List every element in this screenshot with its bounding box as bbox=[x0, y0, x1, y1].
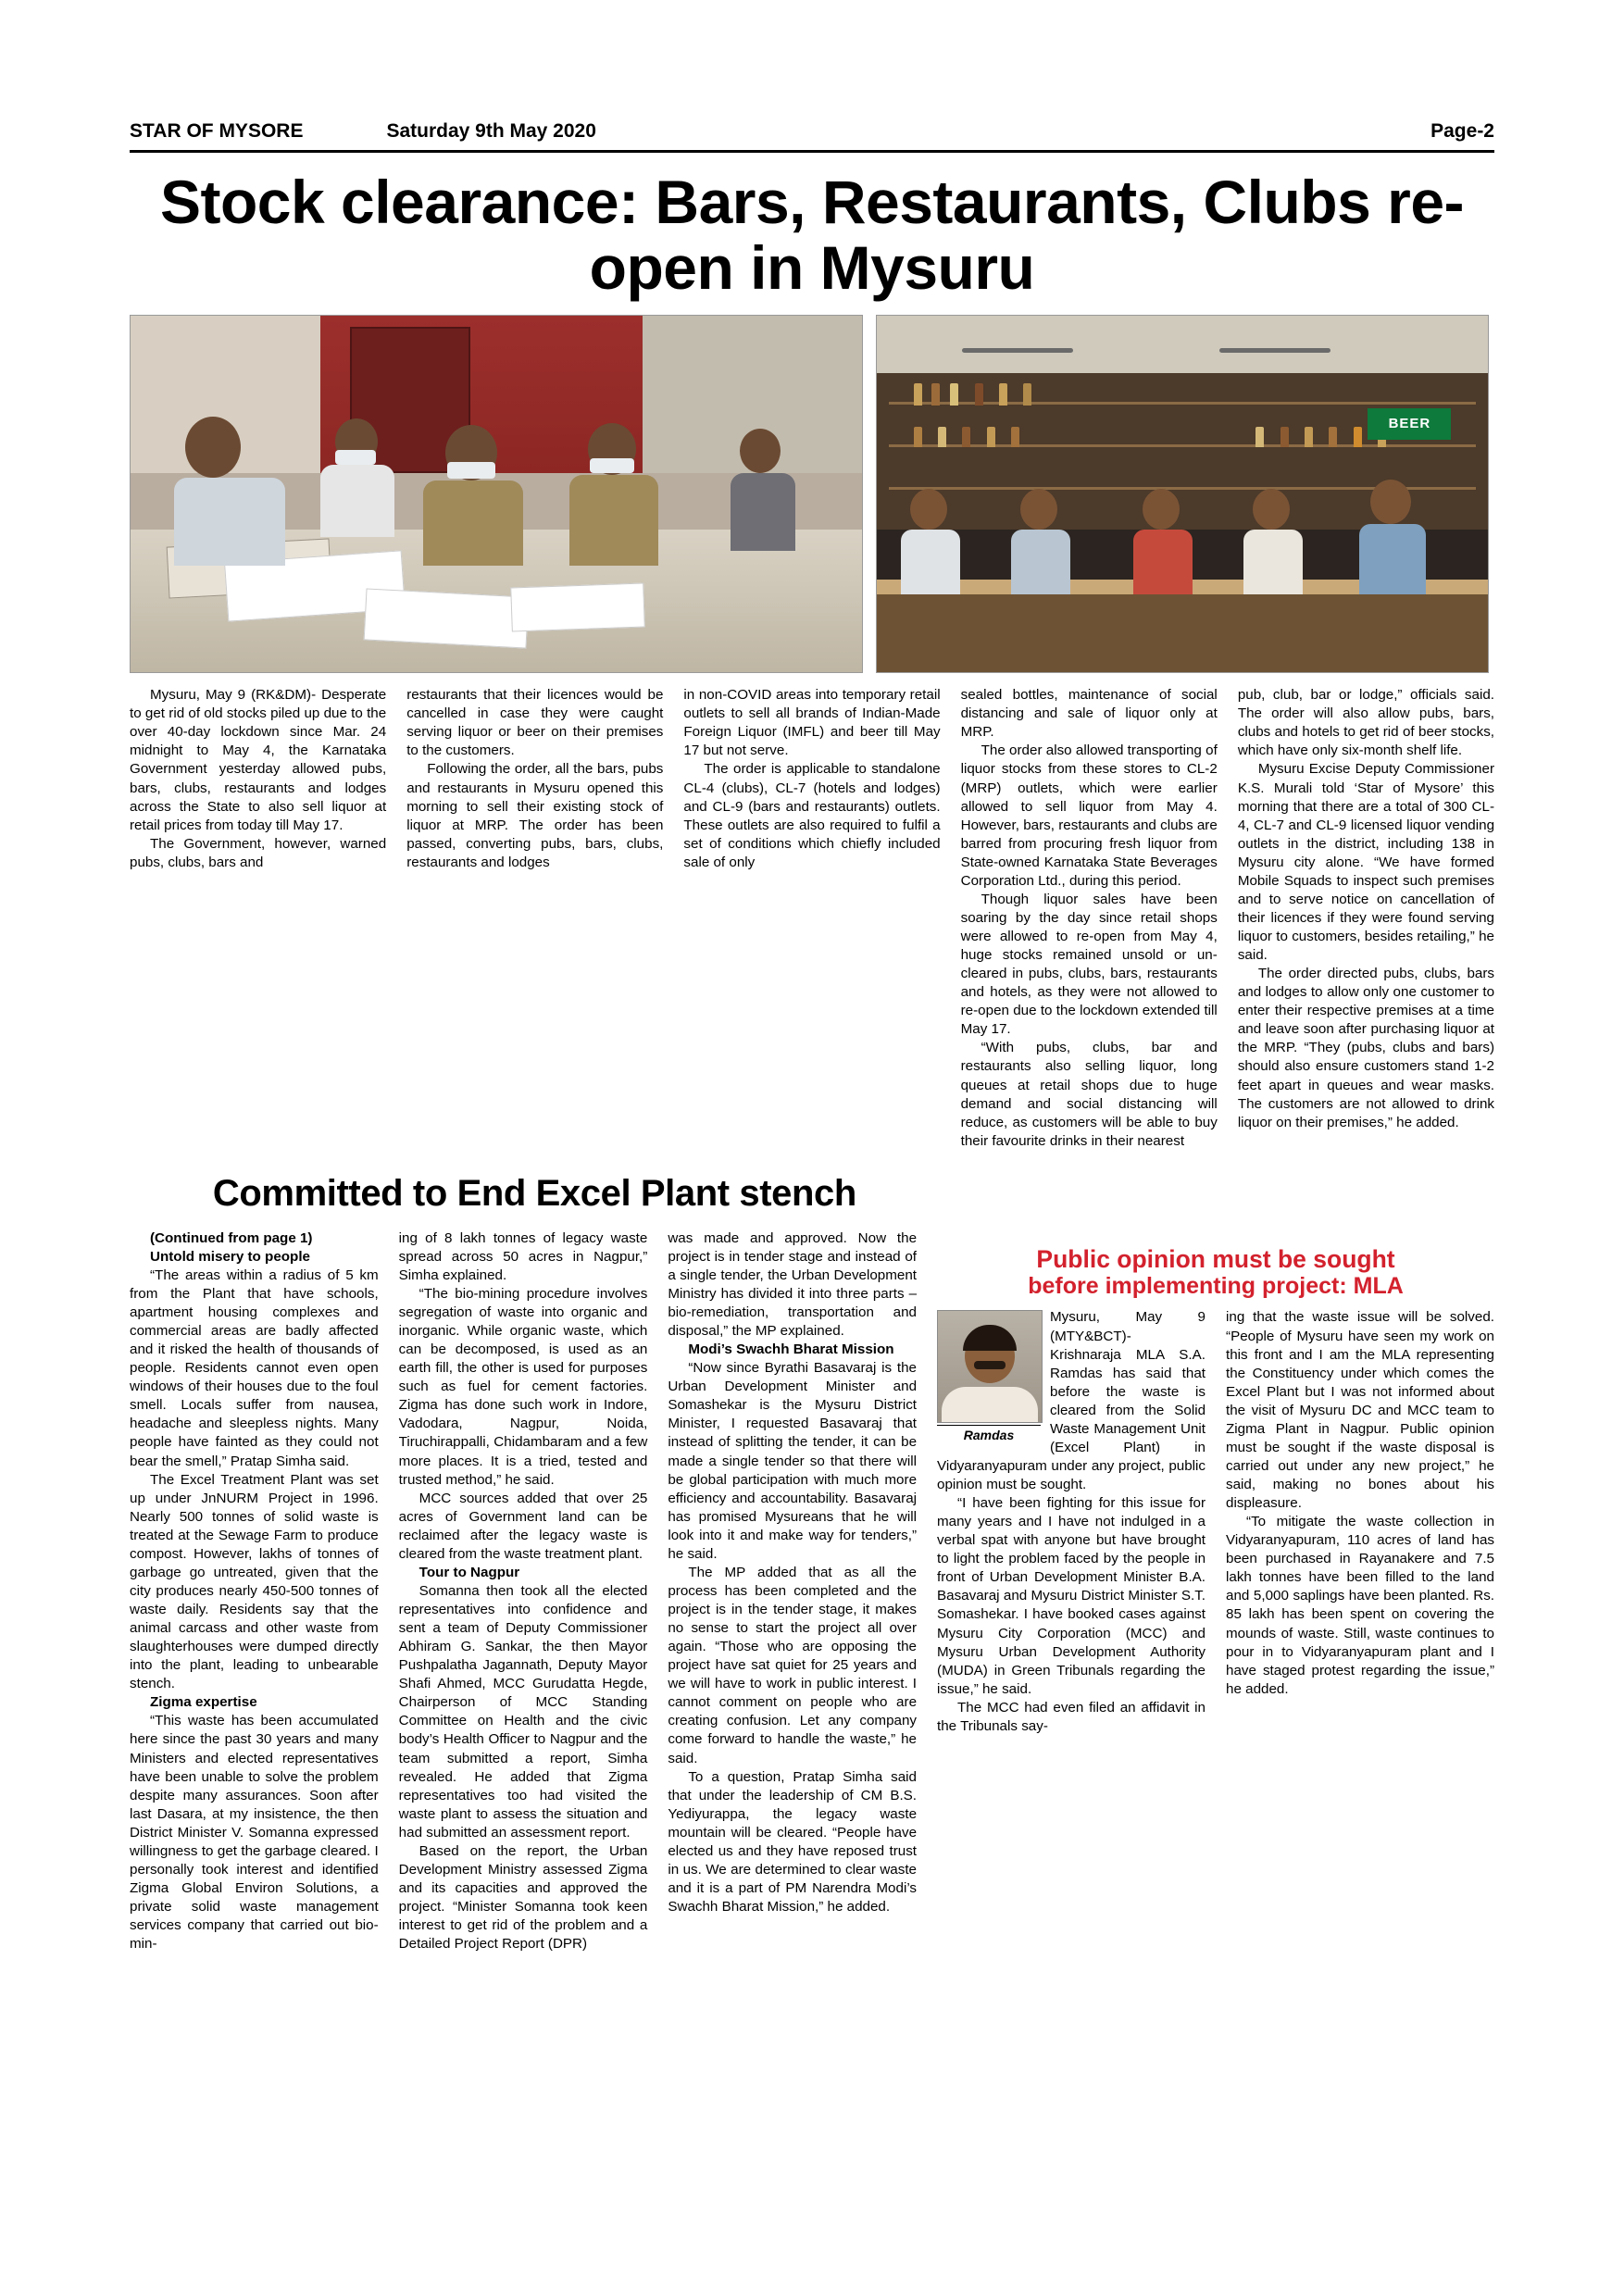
liquor-shop-counter-photo bbox=[876, 315, 1489, 673]
story3-col-1 bbox=[937, 1308, 1206, 1735]
paragraph: Based on the report, the Urban Development Ministry assessed Zigma and its capacities and approved the project. “Minister Somanna took keen interest to get rid of the problem and a Detailed Project Report (DPR) bbox=[398, 1842, 648, 1953]
main-headline: Stock clearance: Bars, Restaurants, Clubs re-open in Mysuru bbox=[159, 168, 1465, 302]
story-3 bbox=[937, 1229, 1494, 1953]
paragraph: in non-COVID areas into temporary retail outlets to sell all brands of Indian-Made Foreign Liquor (IMFL) and beer till May 17 but not serve. bbox=[683, 687, 941, 759]
masthead-paper-name: STAR OF MYSORE bbox=[130, 120, 304, 142]
paragraph: “This waste has been accumulated here since the past 30 years and many Ministers and elected representatives have been unable to solve the problem despite many assurances. Soon after last Dasara, at my insistence, the then District Minister V. Somanna expressed willingness to get the garbage cleared. I personally took interest and identified Zigma Global Environ Solutions, a private solid waste management services company that carried out bio-min- bbox=[130, 1713, 379, 1953]
paragraph: pub, club, bar or lodge,” officials said. The order will also allow pubs, bars, clubs and hotels to get rid of beer stocks, which have only six-month shelf life. bbox=[1237, 687, 1495, 759]
story-2-headline: Committed to End Excel Plant stench bbox=[212, 1172, 856, 1214]
paragraph: “Now since Byrathi Basavaraj is the Urban Development Minister and Somashekar is the Mysuru District Minister, I requested Basavaraj that instead of splitting the tender, it can be made a single tender so that there will be global participation with much more efficiency and accountability. Basavaraj has promised Mysureans that he will look into it and make way for tenders,” he said. bbox=[668, 1360, 918, 1562]
subheading: Untold misery to people bbox=[150, 1248, 310, 1265]
story-3-headline bbox=[937, 1246, 1494, 1300]
paragraph: “I have been fighting for this issue for many years and I have not indulged in a verbal spat with anyone but have brought to light the problem faced by the people in front of Urban Development Minister B.A. Basavaraj and Mysuru District Minister S.T. Somashekar. I have booked cases against Mysuru City Corporation (MCC) and Mysuru Urban Development Authority (MUDA) in Green Tribunals regarding the issue,” he said. bbox=[937, 1495, 1206, 1697]
paragraph: restaurants that their licences would be cancelled in case they were caught serving liquor or beer on their premises to the customers. bbox=[406, 687, 664, 759]
portrait-photo bbox=[937, 1310, 1043, 1423]
paragraph: The Government, however, warned pubs, clubs, bars and bbox=[130, 835, 387, 870]
subheading: Tour to Nagpur bbox=[418, 1564, 520, 1580]
ramdas-portrait bbox=[937, 1310, 1041, 1442]
story-3-headline-line2: before implementing project: MLA bbox=[1028, 1273, 1404, 1300]
masthead-page-number: Page-2 bbox=[1430, 120, 1494, 142]
paragraph: MCC sources added that over 25 acres of Government land can be reclaimed after the legacy waste is cleared from the waste treatment plant. bbox=[398, 1490, 648, 1562]
story1-col-4 bbox=[961, 686, 1218, 1151]
beer-sign: BEER bbox=[1368, 408, 1451, 440]
masthead-date: Saturday 9th May 2020 bbox=[386, 120, 596, 142]
story-3-headline-line1: Public opinion must be sought bbox=[1036, 1244, 1395, 1273]
story2-col-1 bbox=[130, 1229, 379, 1953]
story1-col-3 bbox=[683, 686, 940, 1151]
continued-from-label: (Continued from page 1) bbox=[150, 1229, 313, 1246]
paragraph: The MCC had even filed an affidavit in the Tribunals say- bbox=[937, 1699, 1206, 1734]
portrait-caption: Ramdas bbox=[937, 1425, 1041, 1442]
paragraph: “To mitigate the waste collection in Vidyaranyapuram, 110 acres of land has been purchased in Rayanakere and 7.5 lakh tonnes have been filled to the land and 5,000 saplings have been planted. Rs. 85 lakh has been spent on covering the mounds of waste. Still, waste continues to pour in to Vidyaranyapuram plant and I have staged protest regarding the issue,” he added. bbox=[1226, 1514, 1495, 1697]
paragraph: was made and approved. Now the project is in tender stage and instead of a single tender, the Urban Development Ministry has divided it into three parts – bio-remediation, transportation and disposal,” the MP explained. bbox=[668, 1229, 918, 1340]
paragraph: sealed bottles, maintenance of social distancing and sale of liquor only at MRP. bbox=[960, 687, 1218, 741]
lower-columns bbox=[130, 1229, 1494, 1953]
paragraph: “The areas within a radius of 5 km from the Plant that have schools, apartment housing complexes and commercial areas are badly affected and it risked the health of thousands of people. Residents cannot even open windows of their houses due to the foul smell. Locals suffer from nausea, headache and sleepless nights. Many people have fainted as they could not bear the smell,” Pratap Simha said. bbox=[130, 1267, 379, 1469]
paragraph: Though liquor sales have been soaring by the day since retail shops were allowed to re-open from May 4, huge stocks remained unsold or un-cleared in pubs, clubs, bars, restaurants and hotels, as they were not allowed to re-open due to the lockdown extended till May 17. bbox=[960, 891, 1218, 1038]
paragraph: Mysuru Excise Deputy Commissioner K.S. Murali told ‘Star of Mysore’ this morning that there are a total of 300 CL-4, CL-7 and CL-9 licensed liquor vending outlets in the district, including 138 in Mysuru city alone. “We have formed Mobile Squads to inspect such premises and to serve notice on cancellation of their licences if they were found serving liquor to customers, besides retailing,” he said. bbox=[1237, 761, 1495, 964]
paragraph: The order is applicable to standalone CL-4 (clubs), CL-7 (hotels and lodges) and CL-9 (bars and restaurants) outlets. These outlets are also required to fulfil a set of conditions which chiefly included sale of only bbox=[683, 761, 941, 870]
paragraph: Mysuru, May 9 (RK&DM)- Desperate to get rid of old stocks piled up due to the over 40-day lockdown since Mar. 24 midnight to May 4, the Karnataka Government yesterday allowed pubs, bars, clubs, restaurants and lodges across the State to also sell liquor at retail prices from today till May 17. bbox=[130, 687, 387, 833]
masthead bbox=[130, 120, 1494, 153]
paragraph: The order also allowed transporting of liquor stocks from these stores to CL-2 (MRP) outlets, which were earlier allowed to sell liquor from May 4. However, bars, restaurants and clubs are barred from procuring fresh liquor from State-owned Karnataka State Beverages Corporation Ltd., during this period. bbox=[960, 742, 1218, 889]
subheading: Zigma expertise bbox=[150, 1694, 257, 1711]
story1-col-1 bbox=[130, 686, 386, 1151]
paragraph: ing that the waste issue will be solved. “People of Mysuru have seen my work on this front and I am the MLA representing the Constituency under which comes the Excel Plant but I was not informed about the visit of Mysuru DC and MCC team to Zigma Plant in Nagpur. Public opinion must be sought if the waste disposal is carried out under any new project,” he said, making no bones about his displeasure. bbox=[1226, 1309, 1495, 1512]
story-1-columns bbox=[130, 686, 1494, 1151]
paragraph: The Excel Treatment Plant was set up under JnNURM Project in 1996. Nearly 500 tonnes of solid waste is treated at the Sewage Farm to produce compost. However, lakhs of tonnes of garbage go untreated, given that the city produces nearly 450-500 tonnes of waste daily. Residents say that the animal carcass and other waste from slaughterhouses were dumped directly into the plant, leading to unbearable stench. bbox=[130, 1471, 379, 1692]
paragraph: The MP added that as all the process has been completed and the project is in the tender stage, it makes no sense to start the project all over again. “Those who are opposing the project have sat quiet for 25 years and we will have to work in public interest. I cannot comment on people who are creating confusion. Let any company come forward to handle the waste,” he said. bbox=[668, 1564, 918, 1766]
paragraph: “With pubs, clubs, bar and restaurants also selling liquor, long queues at retail shops due to huge demand and social distancing will reduce, as customers will be able to buy their favourite drinks in their nearest bbox=[960, 1040, 1218, 1149]
paragraph: Somanna then took all the elected representatives into confidence and sent a team of Deputy Commissioner Abhiram G. Sankar, the then Mayor Pushpalatha Jagannath, Deputy Mayor Shafi Ahmed, MCC Gurudatta Hegde, Chairperson of MCC Standing Committee on Health and the civic body’s Health Officer to Nagpur and the team submitted a report, Simha revealed. He added that Zigma representatives too had visited the waste plant to assess the situation and had submitted an assessment report. bbox=[398, 1582, 648, 1841]
story3-col-2 bbox=[1226, 1308, 1494, 1735]
story2-col-3 bbox=[668, 1229, 917, 1953]
photo-row bbox=[130, 315, 1494, 673]
paragraph: Following the order, all the bars, pubs and restaurants in Mysuru opened this morning to sell their existing stock of liquor at MRP. The order has been passed, converting pubs, bars, clubs, restaurants and lodges bbox=[406, 761, 664, 870]
paragraph: “The bio-mining procedure involves segregation of waste into organic and inorganic. While organic waste, which can be decomposed, is used as an earth fill, the other is used for purposes such as fuel for cement factories. Zigma has done such work in Indore, Vadodara, Nagpur, Noida, Tiruchirappalli, Chidambaram and a few more places. It is a tried, tested and trusted method,” he said. bbox=[398, 1285, 648, 1488]
story1-col-2 bbox=[406, 686, 663, 1151]
paragraph: To a question, Pratap Simha said that under the leadership of CM B.S. Yediyurappa, the legacy waste mountain will be cleared. “People have elected us and they have reposed trust in us. We are determined to clear waste and it is a part of PM Narendra Modi’s Swachh Bharat Mission,” he added. bbox=[668, 1768, 918, 1915]
officials-checking-documents-photo bbox=[130, 315, 863, 673]
paragraph: The order directed pubs, clubs, bars and lodges to allow only one customer to enter their respective premises at a time and leave soon after purchasing liquor at the MRP. “They (pubs, clubs and bars) should also ensure customers stand 1-2 feet apart in queues and wear masks. The customers are not allowed to drink liquor on their premises,” he added. bbox=[1237, 966, 1495, 1130]
subheading: Modi’s Swachh Bharat Mission bbox=[688, 1341, 894, 1358]
story2-col-2 bbox=[399, 1229, 648, 1953]
story1-col-5 bbox=[1238, 686, 1494, 1151]
paragraph: ing of 8 lakh tonnes of legacy waste spread across 50 acres in Nagpur,” Simha explained. bbox=[398, 1229, 648, 1283]
paragraph: Mysuru, May 9 (MTY&BCT)- Krishnaraja MLA S.A. Ramdas has said that before the waste is cleared from the Solid Waste Management Unit (Excel Plant) in Vidyaranyapuram under any project, public opinion must be sought. bbox=[937, 1309, 1206, 1493]
